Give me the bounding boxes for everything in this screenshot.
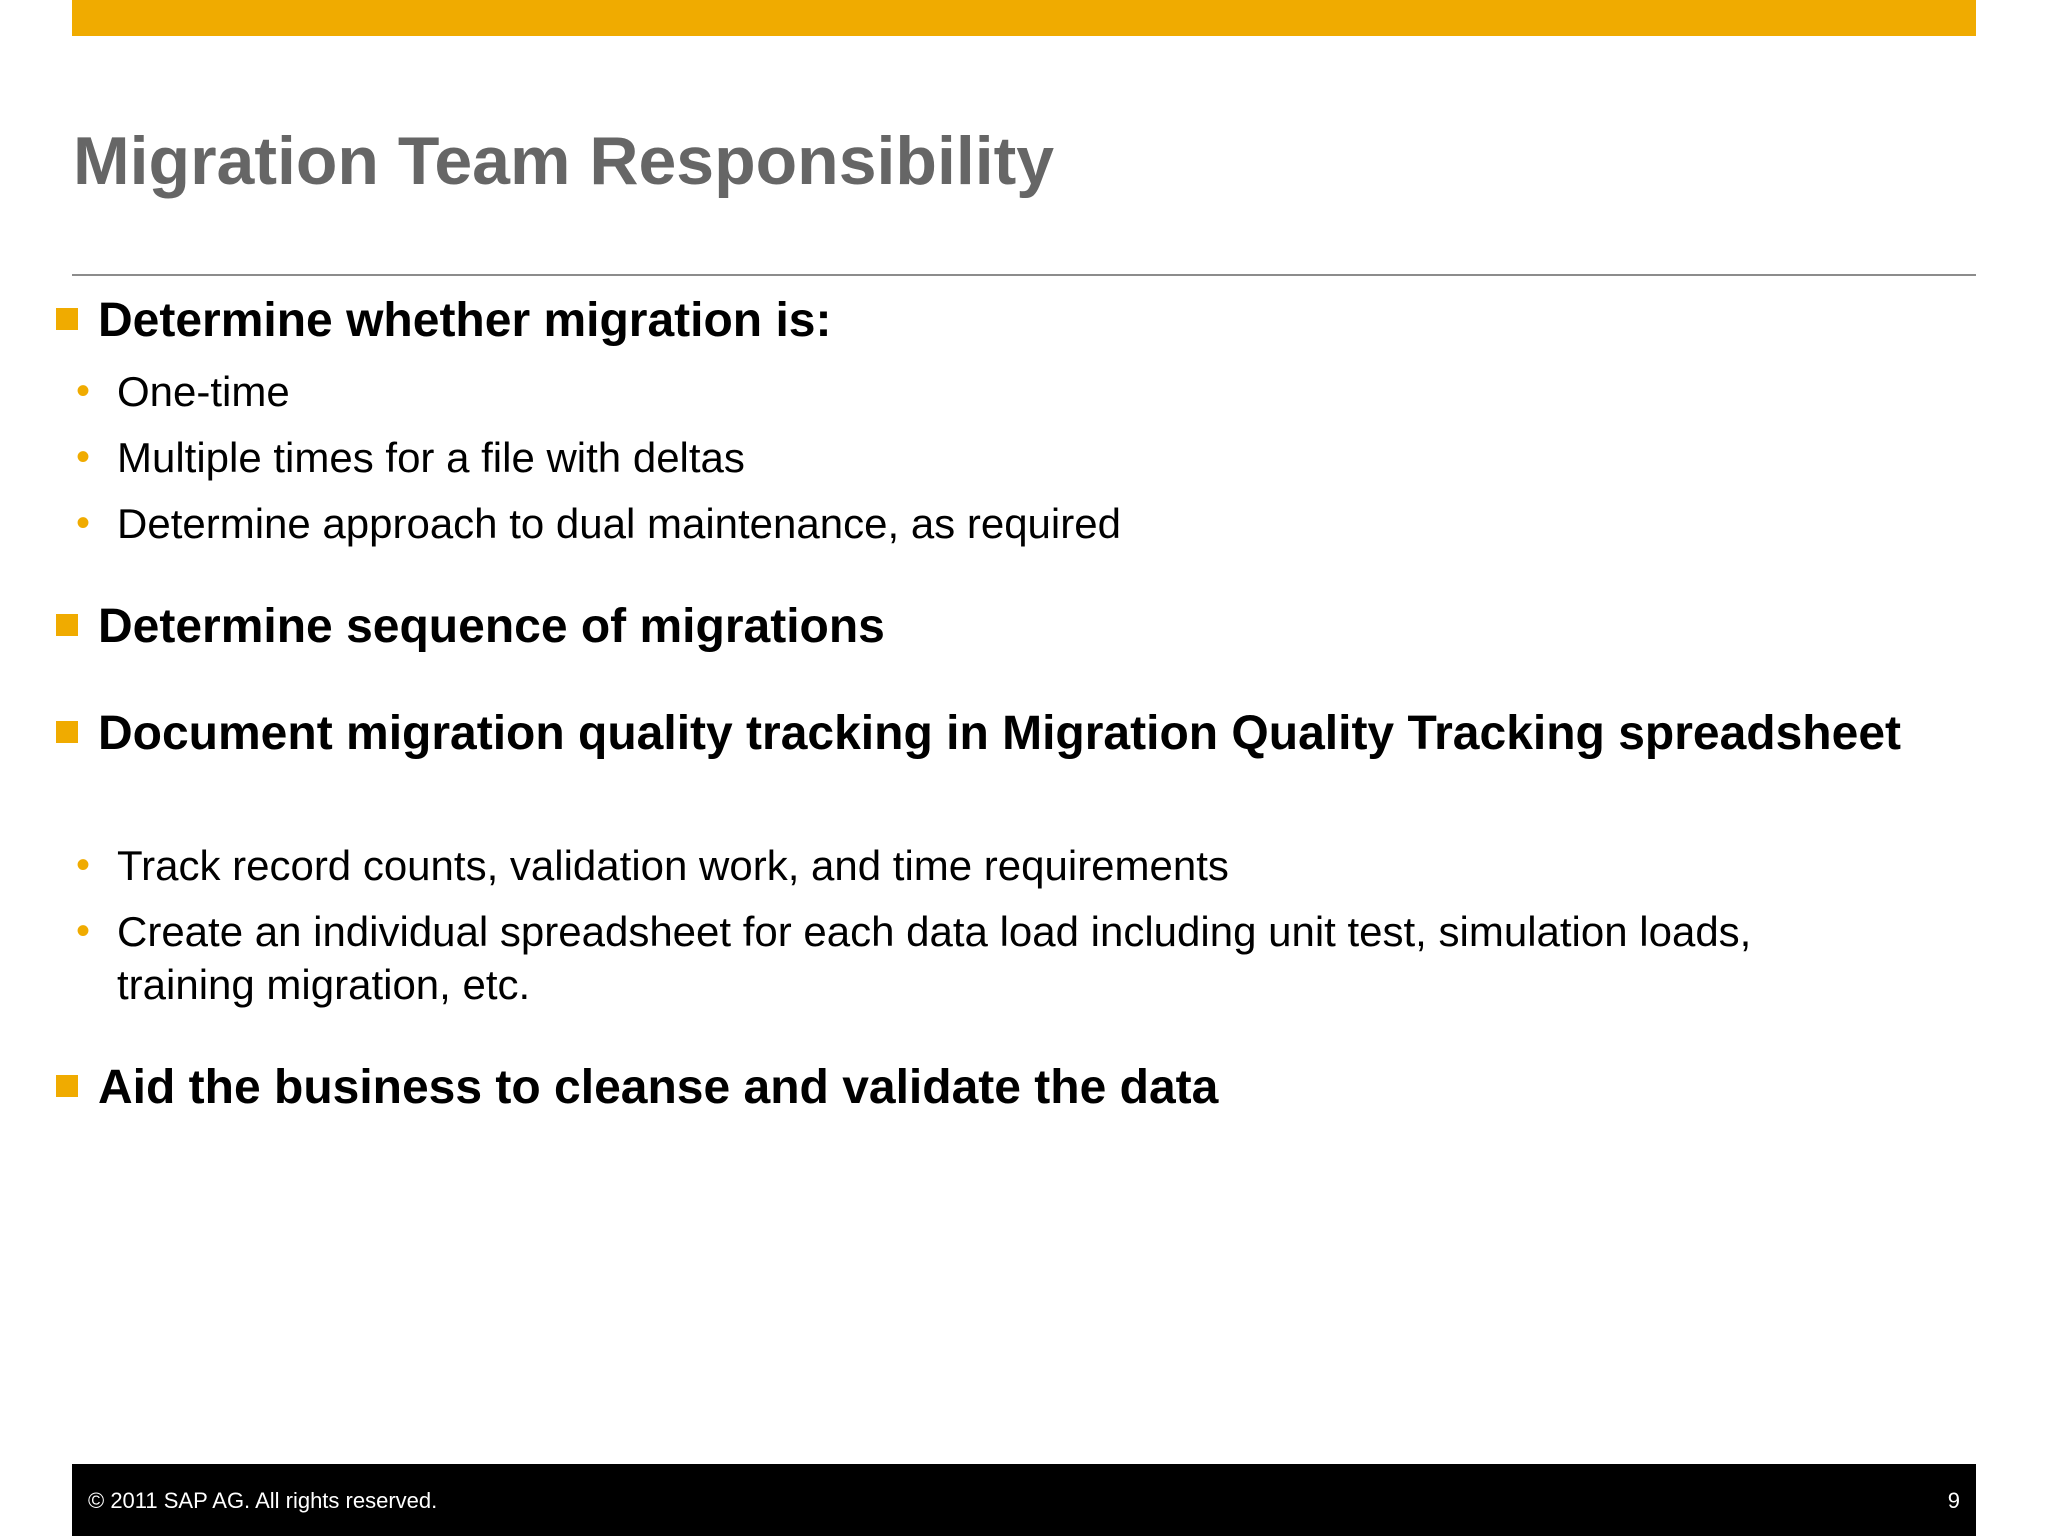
- square-bullet-icon: [56, 308, 78, 330]
- top-accent-bar: [72, 0, 1976, 36]
- main-bullet-3: [56, 704, 1916, 764]
- square-bullet-icon: [56, 614, 78, 636]
- square-bullet-icon: [56, 721, 78, 743]
- slide-footer: [72, 1464, 1976, 1536]
- dot-bullet-icon: •: [76, 909, 91, 953]
- sub-bullet-text: Create an individual spreadsheet for each data load including unit test, simulation loads, training migration, etc.: [117, 908, 1752, 1008]
- main-bullet-text: Aid the business to cleanse and validate the data: [98, 1061, 1219, 1114]
- dot-bullet-icon: •: [76, 843, 91, 887]
- sub-bullet-text: One-time: [117, 368, 290, 415]
- main-bullet-1: [56, 291, 1916, 351]
- dot-bullet-icon: •: [76, 501, 91, 545]
- sub-bullet-text: Determine approach to dual maintenance, as required: [117, 500, 1121, 547]
- dot-bullet-icon: •: [76, 435, 91, 479]
- main-bullet-4: [56, 1058, 1916, 1118]
- sub-bullet: [56, 431, 1896, 484]
- square-bullet-icon: [56, 1075, 78, 1097]
- title-divider: [72, 274, 1976, 276]
- sub-bullet: [56, 839, 1896, 892]
- sub-bullet: [56, 905, 1896, 1011]
- main-bullet-2: [56, 597, 1916, 657]
- page-number: 9: [1947, 1488, 1960, 1513]
- main-bullet-text: Document migration quality tracking in Migration Quality Tracking spreadsheet: [98, 707, 1901, 760]
- sub-bullet-text: Track record counts, validation work, and time requirements: [117, 842, 1229, 889]
- sub-bullet-text: Multiple times for a file with deltas: [117, 434, 745, 481]
- main-bullet-text: Determine sequence of migrations: [98, 600, 885, 653]
- sub-bullet: [56, 497, 1896, 550]
- copyright-text: © 2011 SAP AG. All rights reserved.: [88, 1488, 438, 1513]
- slide-title: Migration Team Responsibility: [73, 123, 1055, 199]
- sub-bullet: [56, 365, 1896, 418]
- main-bullet-text: Determine whether migration is:: [98, 294, 832, 347]
- dot-bullet-icon: •: [76, 369, 91, 413]
